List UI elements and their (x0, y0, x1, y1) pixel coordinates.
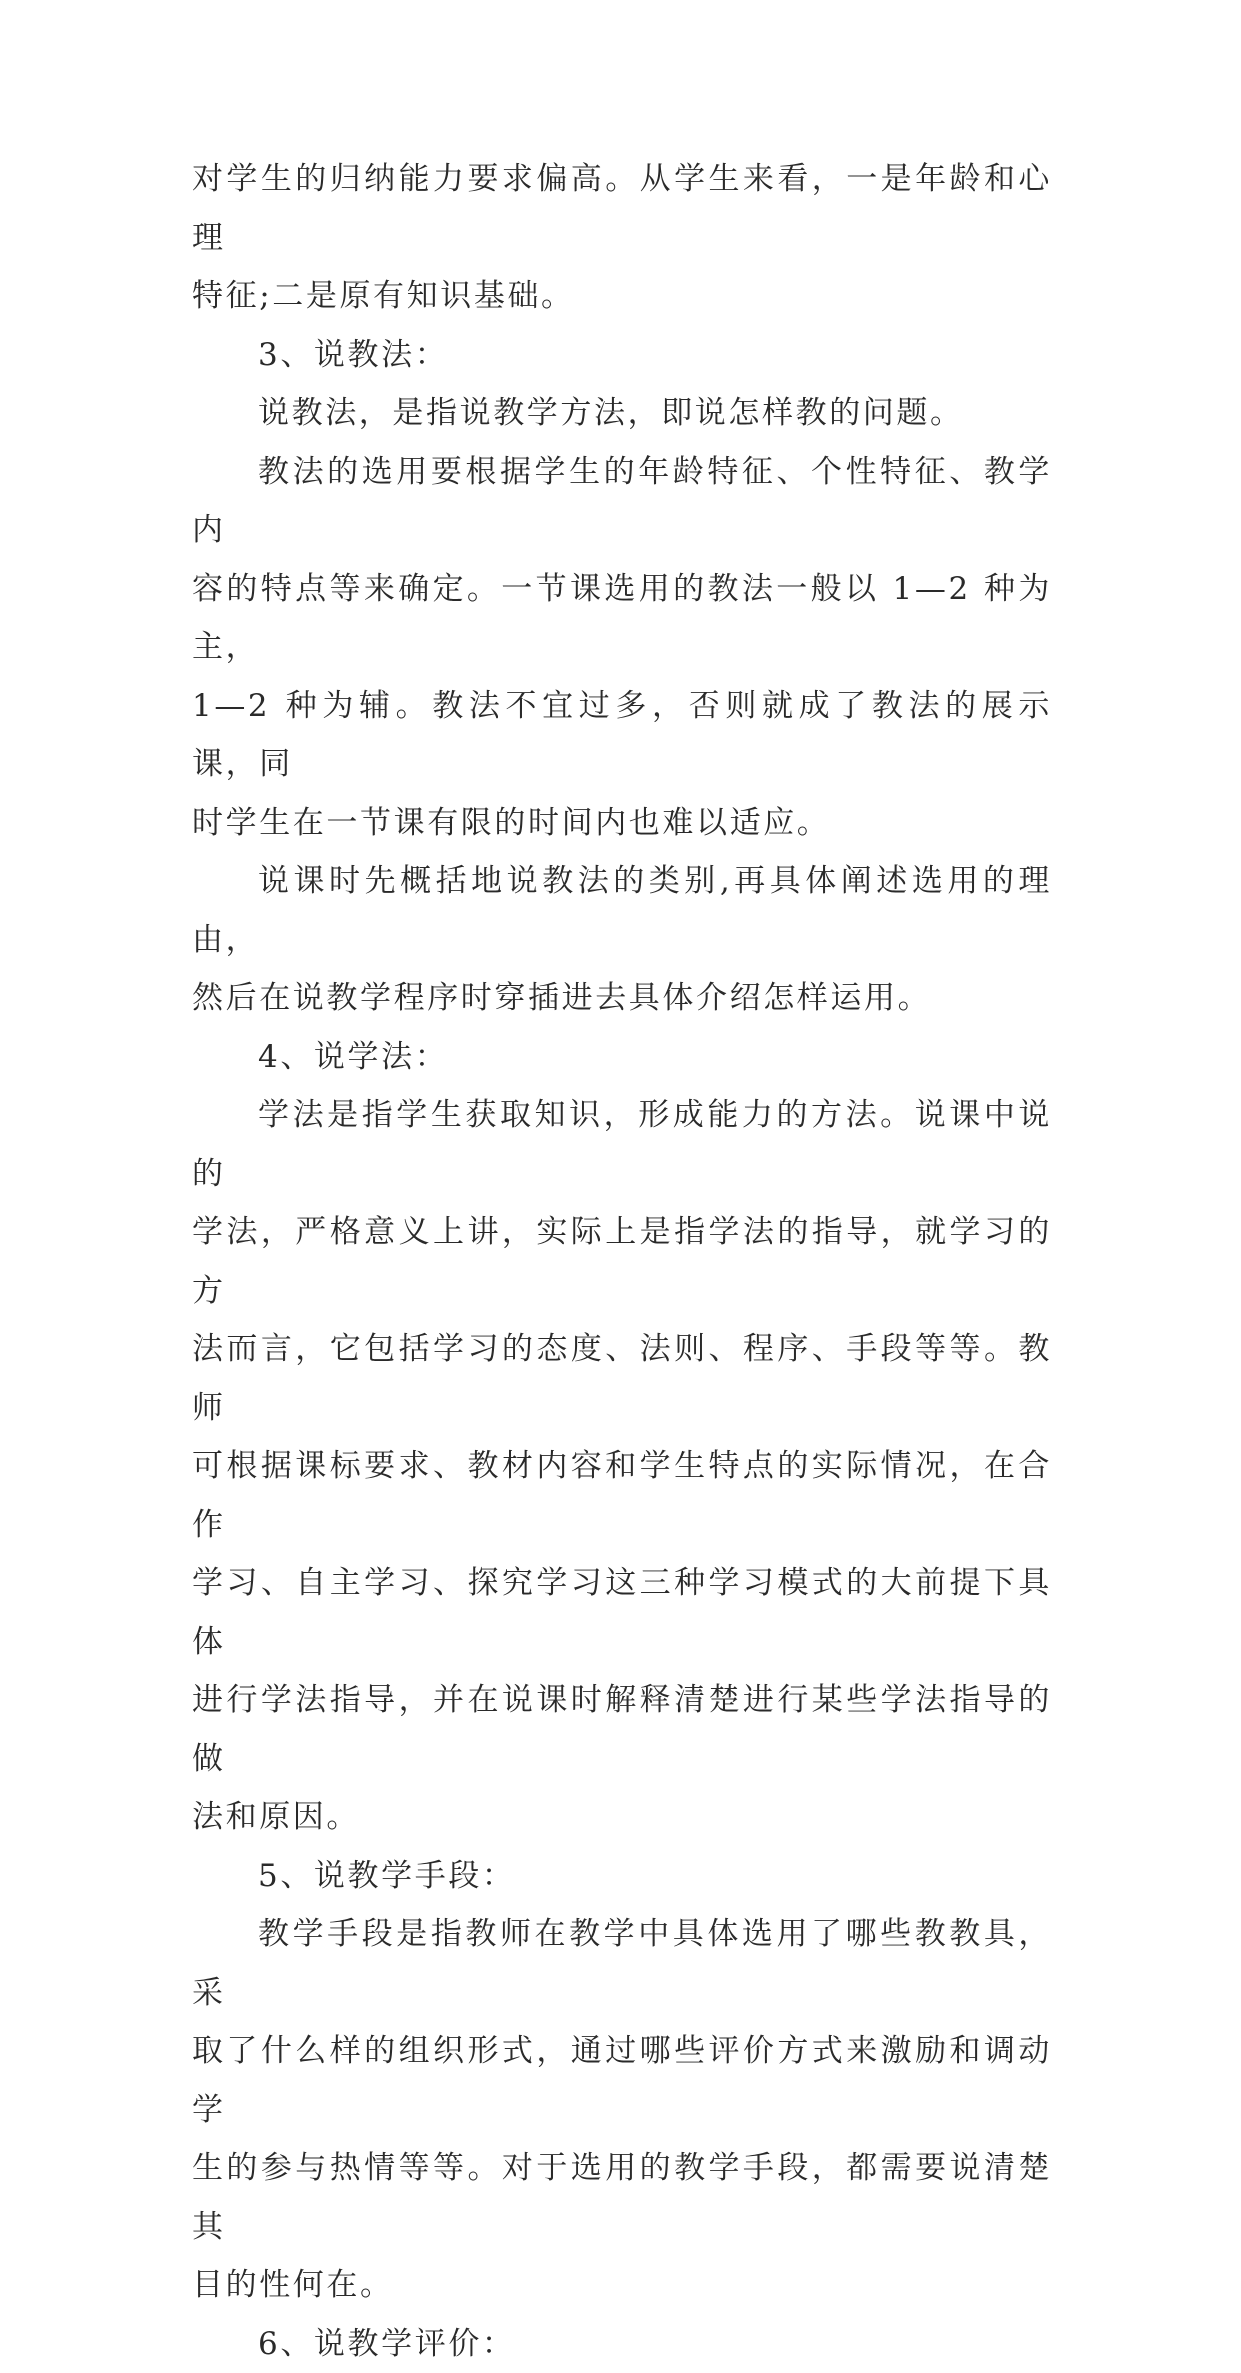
paragraph-learning-methods: 学法是指学生获取知识，形成能力的方法。说课中说的 学法，严格意义上讲，实际上是指学法的指导，就学习的方 法而言，它包括学习的态度、法则、程序、手段等等。教师 可根据课标要求、教材内容和学生特点的实际情况，在合作 学习、自主学习、探究学习这三种学习模式的大前提下具体 进行学法指导，并在说课时解释清楚进行某些学法指导的做 法和原因。 (192, 1086, 1052, 1847)
paragraph-teaching-means: 教学手段是指教师在教学中具体选用了哪些教教具，采 取了什么样的组织形式，通过哪些评价方式来激励和调动学 生的参与热情等等。对于选用的教学手段，都需要说清楚其 目的性何在。 (192, 1905, 1052, 2315)
section-heading-learning-methods: 4、说学法： (192, 1028, 1052, 1087)
paragraph-teaching-methods-explanation: 说课时先概括地说教法的类别,再具体阐述选用的理由， 然后在说教学程序时穿插进去具体介绍怎样运用。 (192, 852, 1052, 1028)
paragraph-continuation: 对学生的归纳能力要求偏高。从学生来看，一是年龄和心理 特征;二是原有知识基础。 (192, 150, 1052, 326)
section-heading-teaching-means: 5、说教学手段： (192, 1847, 1052, 1906)
paragraph-teaching-methods-definition: 说教法，是指说教学方法，即说怎样教的问题。 (192, 384, 1052, 443)
paragraph-teaching-methods-selection: 教法的选用要根据学生的年龄特征、个性特征、教学内 容的特点等来确定。一节课选用的教法一般以 1—2 种为主， 1—2 种为辅。教法不宜过多，否则就成了教法的展示课，同 时学生在一节课有限的时间内也难以适应。 (192, 443, 1052, 853)
section-heading-teaching-methods: 3、说教法： (192, 326, 1052, 385)
section-heading-teaching-evaluation: 6、说教学评价： (192, 2315, 1052, 2373)
document-page (192, 150, 1052, 2373)
